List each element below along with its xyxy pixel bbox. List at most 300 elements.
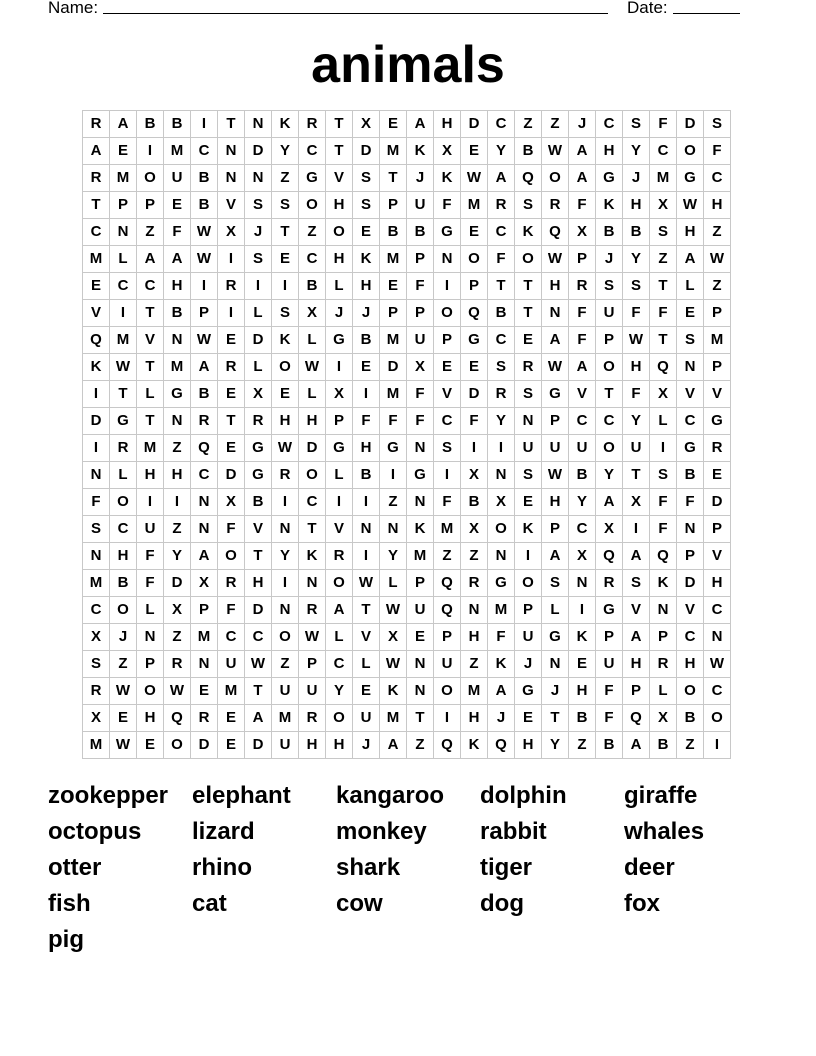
grid-cell[interactable]: X <box>218 219 245 246</box>
grid-cell[interactable]: Z <box>650 246 677 273</box>
grid-cell[interactable]: Z <box>569 732 596 759</box>
grid-cell[interactable]: B <box>191 381 218 408</box>
grid-cell[interactable]: G <box>677 165 704 192</box>
grid-cell[interactable]: Y <box>488 138 515 165</box>
grid-cell[interactable]: W <box>461 165 488 192</box>
grid-cell[interactable]: O <box>515 570 542 597</box>
grid-cell[interactable]: W <box>191 327 218 354</box>
grid-cell[interactable]: R <box>488 381 515 408</box>
grid-cell[interactable]: F <box>137 543 164 570</box>
grid-cell[interactable]: F <box>623 300 650 327</box>
grid-cell[interactable]: L <box>245 300 272 327</box>
grid-cell[interactable]: B <box>137 111 164 138</box>
grid-cell[interactable]: C <box>83 597 110 624</box>
grid-cell[interactable]: O <box>272 624 299 651</box>
grid-cell[interactable]: T <box>137 408 164 435</box>
grid-cell[interactable]: O <box>272 354 299 381</box>
grid-cell[interactable]: B <box>596 732 623 759</box>
grid-cell[interactable]: H <box>569 678 596 705</box>
grid-cell[interactable]: R <box>596 570 623 597</box>
grid-cell[interactable]: C <box>326 651 353 678</box>
grid-cell[interactable]: G <box>164 381 191 408</box>
grid-cell[interactable]: I <box>272 570 299 597</box>
grid-cell[interactable]: K <box>380 678 407 705</box>
grid-cell[interactable]: O <box>677 678 704 705</box>
grid-cell[interactable]: A <box>569 354 596 381</box>
grid-cell[interactable]: R <box>461 570 488 597</box>
grid-cell[interactable]: I <box>488 435 515 462</box>
grid-cell[interactable]: W <box>110 678 137 705</box>
grid-cell[interactable]: B <box>380 219 407 246</box>
grid-cell[interactable]: J <box>407 165 434 192</box>
grid-cell[interactable]: I <box>569 597 596 624</box>
grid-cell[interactable]: T <box>596 381 623 408</box>
grid-cell[interactable]: G <box>461 327 488 354</box>
grid-cell[interactable]: L <box>650 408 677 435</box>
grid-cell[interactable]: H <box>704 192 731 219</box>
grid-cell[interactable]: H <box>137 705 164 732</box>
grid-cell[interactable]: M <box>164 354 191 381</box>
grid-cell[interactable]: J <box>488 705 515 732</box>
grid-cell[interactable]: Q <box>515 165 542 192</box>
grid-cell[interactable]: V <box>677 597 704 624</box>
grid-cell[interactable]: S <box>353 192 380 219</box>
grid-cell[interactable]: T <box>542 705 569 732</box>
grid-cell[interactable]: Y <box>623 408 650 435</box>
grid-cell[interactable]: I <box>461 435 488 462</box>
grid-cell[interactable]: F <box>380 408 407 435</box>
grid-cell[interactable]: F <box>650 489 677 516</box>
grid-cell[interactable]: E <box>515 327 542 354</box>
grid-cell[interactable]: K <box>596 192 623 219</box>
grid-cell[interactable]: A <box>488 678 515 705</box>
grid-cell[interactable]: G <box>542 381 569 408</box>
grid-cell[interactable]: N <box>488 543 515 570</box>
grid-cell[interactable]: K <box>569 624 596 651</box>
grid-cell[interactable]: I <box>515 543 542 570</box>
grid-cell[interactable]: P <box>191 300 218 327</box>
grid-cell[interactable]: M <box>650 165 677 192</box>
grid-cell[interactable]: X <box>461 462 488 489</box>
grid-cell[interactable]: A <box>191 543 218 570</box>
grid-cell[interactable]: R <box>326 543 353 570</box>
grid-cell[interactable]: N <box>407 435 434 462</box>
grid-cell[interactable]: H <box>164 462 191 489</box>
grid-cell[interactable]: O <box>326 705 353 732</box>
grid-cell[interactable]: L <box>110 462 137 489</box>
grid-cell[interactable]: O <box>488 516 515 543</box>
grid-cell[interactable]: N <box>461 597 488 624</box>
grid-cell[interactable]: M <box>380 246 407 273</box>
grid-cell[interactable]: F <box>488 624 515 651</box>
grid-cell[interactable]: V <box>704 381 731 408</box>
grid-cell[interactable]: J <box>596 246 623 273</box>
grid-cell[interactable]: M <box>218 678 245 705</box>
name-blank-line[interactable] <box>103 13 608 14</box>
grid-cell[interactable]: K <box>299 543 326 570</box>
grid-cell[interactable]: K <box>650 570 677 597</box>
grid-cell[interactable]: H <box>623 651 650 678</box>
grid-cell[interactable]: D <box>677 570 704 597</box>
grid-cell[interactable]: L <box>650 678 677 705</box>
grid-cell[interactable]: F <box>488 246 515 273</box>
grid-cell[interactable]: F <box>650 516 677 543</box>
grid-cell[interactable]: Q <box>434 570 461 597</box>
grid-cell[interactable]: N <box>434 246 461 273</box>
grid-cell[interactable]: N <box>218 165 245 192</box>
grid-cell[interactable]: C <box>677 624 704 651</box>
grid-cell[interactable]: R <box>245 408 272 435</box>
grid-cell[interactable]: P <box>569 246 596 273</box>
grid-cell[interactable]: D <box>245 327 272 354</box>
grid-cell[interactable]: U <box>596 300 623 327</box>
grid-cell[interactable]: T <box>218 408 245 435</box>
grid-cell[interactable]: I <box>434 462 461 489</box>
grid-cell[interactable]: N <box>542 651 569 678</box>
grid-cell[interactable]: N <box>677 516 704 543</box>
grid-cell[interactable]: H <box>137 462 164 489</box>
grid-cell[interactable]: P <box>326 408 353 435</box>
grid-cell[interactable]: Z <box>515 111 542 138</box>
grid-cell[interactable]: F <box>596 678 623 705</box>
grid-cell[interactable]: I <box>164 489 191 516</box>
grid-cell[interactable]: F <box>650 111 677 138</box>
grid-cell[interactable]: F <box>704 138 731 165</box>
grid-cell[interactable]: X <box>407 354 434 381</box>
grid-cell[interactable]: Z <box>704 273 731 300</box>
grid-cell[interactable]: N <box>407 489 434 516</box>
grid-cell[interactable]: Q <box>650 543 677 570</box>
grid-cell[interactable]: W <box>542 354 569 381</box>
grid-cell[interactable]: Z <box>380 489 407 516</box>
grid-cell[interactable]: S <box>515 381 542 408</box>
grid-cell[interactable]: H <box>299 408 326 435</box>
grid-cell[interactable]: Y <box>272 543 299 570</box>
grid-cell[interactable]: N <box>191 489 218 516</box>
grid-cell[interactable]: N <box>704 624 731 651</box>
grid-cell[interactable]: E <box>83 273 110 300</box>
grid-cell[interactable]: H <box>353 273 380 300</box>
grid-cell[interactable]: N <box>218 138 245 165</box>
grid-cell[interactable]: V <box>326 516 353 543</box>
grid-cell[interactable]: A <box>569 165 596 192</box>
grid-cell[interactable]: S <box>515 192 542 219</box>
grid-cell[interactable]: Y <box>596 462 623 489</box>
grid-cell[interactable]: A <box>110 111 137 138</box>
grid-cell[interactable]: A <box>596 489 623 516</box>
grid-cell[interactable]: P <box>704 354 731 381</box>
grid-cell[interactable]: W <box>245 651 272 678</box>
grid-cell[interactable]: S <box>623 273 650 300</box>
grid-cell[interactable]: M <box>407 543 434 570</box>
grid-cell[interactable]: D <box>704 489 731 516</box>
grid-cell[interactable]: C <box>110 516 137 543</box>
grid-cell[interactable]: M <box>461 192 488 219</box>
grid-cell[interactable]: E <box>380 111 407 138</box>
grid-cell[interactable]: C <box>704 165 731 192</box>
grid-cell[interactable]: I <box>83 435 110 462</box>
grid-cell[interactable]: K <box>488 651 515 678</box>
grid-cell[interactable]: S <box>542 570 569 597</box>
grid-cell[interactable]: J <box>326 300 353 327</box>
grid-cell[interactable]: Z <box>434 543 461 570</box>
grid-cell[interactable]: H <box>677 219 704 246</box>
grid-cell[interactable]: H <box>110 543 137 570</box>
grid-cell[interactable]: E <box>515 489 542 516</box>
grid-cell[interactable]: I <box>110 300 137 327</box>
grid-cell[interactable]: U <box>407 597 434 624</box>
grid-cell[interactable]: I <box>137 138 164 165</box>
grid-cell[interactable]: H <box>542 273 569 300</box>
grid-cell[interactable]: E <box>677 300 704 327</box>
grid-cell[interactable]: I <box>272 489 299 516</box>
grid-cell[interactable]: P <box>704 516 731 543</box>
grid-cell[interactable]: N <box>272 597 299 624</box>
grid-cell[interactable]: V <box>245 516 272 543</box>
grid-cell[interactable]: I <box>218 300 245 327</box>
grid-cell[interactable]: W <box>704 246 731 273</box>
grid-cell[interactable]: H <box>353 435 380 462</box>
grid-cell[interactable]: C <box>569 408 596 435</box>
grid-cell[interactable]: T <box>137 354 164 381</box>
grid-cell[interactable]: U <box>164 165 191 192</box>
grid-cell[interactable]: C <box>110 273 137 300</box>
grid-cell[interactable]: G <box>407 462 434 489</box>
grid-cell[interactable]: O <box>218 543 245 570</box>
grid-cell[interactable]: R <box>191 408 218 435</box>
grid-cell[interactable]: F <box>83 489 110 516</box>
grid-cell[interactable]: R <box>299 111 326 138</box>
grid-cell[interactable]: U <box>515 435 542 462</box>
grid-cell[interactable]: T <box>245 678 272 705</box>
grid-cell[interactable]: B <box>110 570 137 597</box>
grid-cell[interactable]: C <box>569 516 596 543</box>
grid-cell[interactable]: Q <box>434 597 461 624</box>
grid-cell[interactable]: E <box>380 273 407 300</box>
grid-cell[interactable]: N <box>488 462 515 489</box>
grid-cell[interactable]: G <box>434 219 461 246</box>
grid-cell[interactable]: P <box>299 651 326 678</box>
date-blank-line[interactable] <box>673 13 740 14</box>
grid-cell[interactable]: M <box>704 327 731 354</box>
grid-cell[interactable]: U <box>596 651 623 678</box>
grid-cell[interactable]: R <box>83 111 110 138</box>
grid-cell[interactable]: I <box>137 489 164 516</box>
grid-cell[interactable]: O <box>434 300 461 327</box>
grid-cell[interactable]: T <box>326 111 353 138</box>
grid-cell[interactable]: X <box>650 705 677 732</box>
grid-cell[interactable]: Y <box>272 138 299 165</box>
grid-cell[interactable]: W <box>353 570 380 597</box>
grid-cell[interactable]: N <box>299 570 326 597</box>
grid-cell[interactable]: I <box>326 354 353 381</box>
grid-cell[interactable]: H <box>326 192 353 219</box>
grid-cell[interactable]: E <box>434 354 461 381</box>
grid-cell[interactable]: L <box>353 651 380 678</box>
grid-cell[interactable]: Y <box>623 246 650 273</box>
grid-cell[interactable]: U <box>299 678 326 705</box>
grid-cell[interactable]: H <box>623 192 650 219</box>
grid-cell[interactable]: F <box>407 273 434 300</box>
grid-cell[interactable]: I <box>704 732 731 759</box>
grid-cell[interactable]: G <box>299 165 326 192</box>
grid-cell[interactable]: H <box>542 489 569 516</box>
grid-cell[interactable]: R <box>218 354 245 381</box>
grid-cell[interactable]: M <box>191 624 218 651</box>
grid-cell[interactable]: X <box>218 489 245 516</box>
grid-cell[interactable]: U <box>137 516 164 543</box>
grid-cell[interactable]: U <box>272 678 299 705</box>
grid-cell[interactable]: W <box>299 624 326 651</box>
grid-cell[interactable]: T <box>245 543 272 570</box>
grid-cell[interactable]: V <box>83 300 110 327</box>
grid-cell[interactable]: C <box>488 219 515 246</box>
grid-cell[interactable]: C <box>83 219 110 246</box>
grid-cell[interactable]: E <box>218 732 245 759</box>
grid-cell[interactable]: P <box>596 327 623 354</box>
grid-cell[interactable]: F <box>434 489 461 516</box>
grid-cell[interactable]: O <box>137 678 164 705</box>
grid-cell[interactable]: I <box>245 273 272 300</box>
grid-cell[interactable]: S <box>650 462 677 489</box>
grid-cell[interactable]: H <box>299 732 326 759</box>
grid-cell[interactable]: W <box>677 192 704 219</box>
grid-cell[interactable]: O <box>515 246 542 273</box>
grid-cell[interactable]: B <box>353 462 380 489</box>
grid-cell[interactable]: F <box>407 408 434 435</box>
grid-cell[interactable]: O <box>434 678 461 705</box>
grid-cell[interactable]: C <box>704 678 731 705</box>
grid-cell[interactable]: C <box>299 138 326 165</box>
grid-cell[interactable]: B <box>515 138 542 165</box>
grid-cell[interactable]: R <box>650 651 677 678</box>
grid-cell[interactable]: S <box>245 246 272 273</box>
grid-cell[interactable]: M <box>488 597 515 624</box>
grid-cell[interactable]: I <box>326 489 353 516</box>
grid-cell[interactable]: S <box>353 165 380 192</box>
grid-cell[interactable]: S <box>272 300 299 327</box>
grid-cell[interactable]: K <box>272 327 299 354</box>
grid-cell[interactable]: I <box>434 273 461 300</box>
grid-cell[interactable]: A <box>488 165 515 192</box>
grid-cell[interactable]: S <box>245 192 272 219</box>
grid-cell[interactable]: X <box>650 381 677 408</box>
grid-cell[interactable]: W <box>110 732 137 759</box>
grid-cell[interactable]: E <box>218 327 245 354</box>
grid-cell[interactable]: N <box>191 516 218 543</box>
grid-cell[interactable]: B <box>164 111 191 138</box>
grid-cell[interactable]: E <box>461 138 488 165</box>
grid-cell[interactable]: I <box>272 273 299 300</box>
grid-cell[interactable]: H <box>461 624 488 651</box>
grid-cell[interactable]: B <box>569 705 596 732</box>
grid-cell[interactable]: T <box>488 273 515 300</box>
grid-cell[interactable]: G <box>488 570 515 597</box>
grid-cell[interactable]: A <box>380 732 407 759</box>
grid-cell[interactable]: I <box>353 381 380 408</box>
grid-cell[interactable]: N <box>353 516 380 543</box>
grid-cell[interactable]: A <box>569 138 596 165</box>
grid-cell[interactable]: K <box>515 219 542 246</box>
grid-cell[interactable]: X <box>623 489 650 516</box>
grid-cell[interactable]: S <box>272 192 299 219</box>
grid-cell[interactable]: K <box>272 111 299 138</box>
grid-cell[interactable]: H <box>596 138 623 165</box>
grid-cell[interactable]: A <box>623 543 650 570</box>
grid-cell[interactable]: C <box>704 597 731 624</box>
grid-cell[interactable]: L <box>299 327 326 354</box>
grid-cell[interactable]: W <box>299 354 326 381</box>
grid-cell[interactable]: F <box>407 381 434 408</box>
grid-cell[interactable]: R <box>110 435 137 462</box>
grid-cell[interactable]: W <box>623 327 650 354</box>
grid-cell[interactable]: E <box>461 354 488 381</box>
grid-cell[interactable]: Y <box>488 408 515 435</box>
grid-cell[interactable]: O <box>164 732 191 759</box>
grid-cell[interactable]: A <box>677 246 704 273</box>
grid-cell[interactable]: Q <box>83 327 110 354</box>
grid-cell[interactable]: H <box>434 111 461 138</box>
grid-cell[interactable]: S <box>623 111 650 138</box>
grid-cell[interactable]: S <box>704 111 731 138</box>
grid-cell[interactable]: R <box>191 705 218 732</box>
grid-cell[interactable]: K <box>407 516 434 543</box>
grid-cell[interactable]: M <box>380 138 407 165</box>
grid-cell[interactable]: A <box>326 597 353 624</box>
grid-cell[interactable]: L <box>137 597 164 624</box>
grid-cell[interactable]: F <box>137 570 164 597</box>
grid-cell[interactable]: N <box>137 624 164 651</box>
grid-cell[interactable]: O <box>542 165 569 192</box>
grid-cell[interactable]: M <box>83 732 110 759</box>
grid-cell[interactable]: F <box>569 192 596 219</box>
grid-cell[interactable]: T <box>515 300 542 327</box>
grid-cell[interactable]: R <box>515 354 542 381</box>
grid-cell[interactable]: X <box>380 624 407 651</box>
grid-cell[interactable]: Y <box>542 732 569 759</box>
grid-cell[interactable]: H <box>515 732 542 759</box>
grid-cell[interactable]: D <box>677 111 704 138</box>
grid-cell[interactable]: V <box>353 624 380 651</box>
grid-cell[interactable]: T <box>623 462 650 489</box>
grid-cell[interactable]: S <box>596 273 623 300</box>
grid-cell[interactable]: N <box>83 543 110 570</box>
grid-cell[interactable]: S <box>83 651 110 678</box>
grid-cell[interactable]: Q <box>191 435 218 462</box>
grid-cell[interactable]: T <box>650 273 677 300</box>
grid-cell[interactable]: Z <box>110 651 137 678</box>
grid-cell[interactable]: O <box>299 462 326 489</box>
grid-cell[interactable]: O <box>137 165 164 192</box>
grid-cell[interactable]: M <box>272 705 299 732</box>
grid-cell[interactable]: Z <box>137 219 164 246</box>
grid-cell[interactable]: C <box>488 327 515 354</box>
grid-cell[interactable]: C <box>299 489 326 516</box>
grid-cell[interactable]: E <box>137 732 164 759</box>
grid-cell[interactable]: U <box>434 651 461 678</box>
grid-cell[interactable]: F <box>164 219 191 246</box>
grid-cell[interactable]: H <box>245 570 272 597</box>
grid-cell[interactable]: F <box>569 327 596 354</box>
grid-cell[interactable]: G <box>326 327 353 354</box>
grid-cell[interactable]: Q <box>542 219 569 246</box>
grid-cell[interactable]: V <box>677 381 704 408</box>
grid-cell[interactable]: B <box>164 300 191 327</box>
grid-cell[interactable]: H <box>461 705 488 732</box>
grid-cell[interactable]: P <box>596 624 623 651</box>
grid-cell[interactable]: U <box>623 435 650 462</box>
grid-cell[interactable]: Z <box>164 435 191 462</box>
